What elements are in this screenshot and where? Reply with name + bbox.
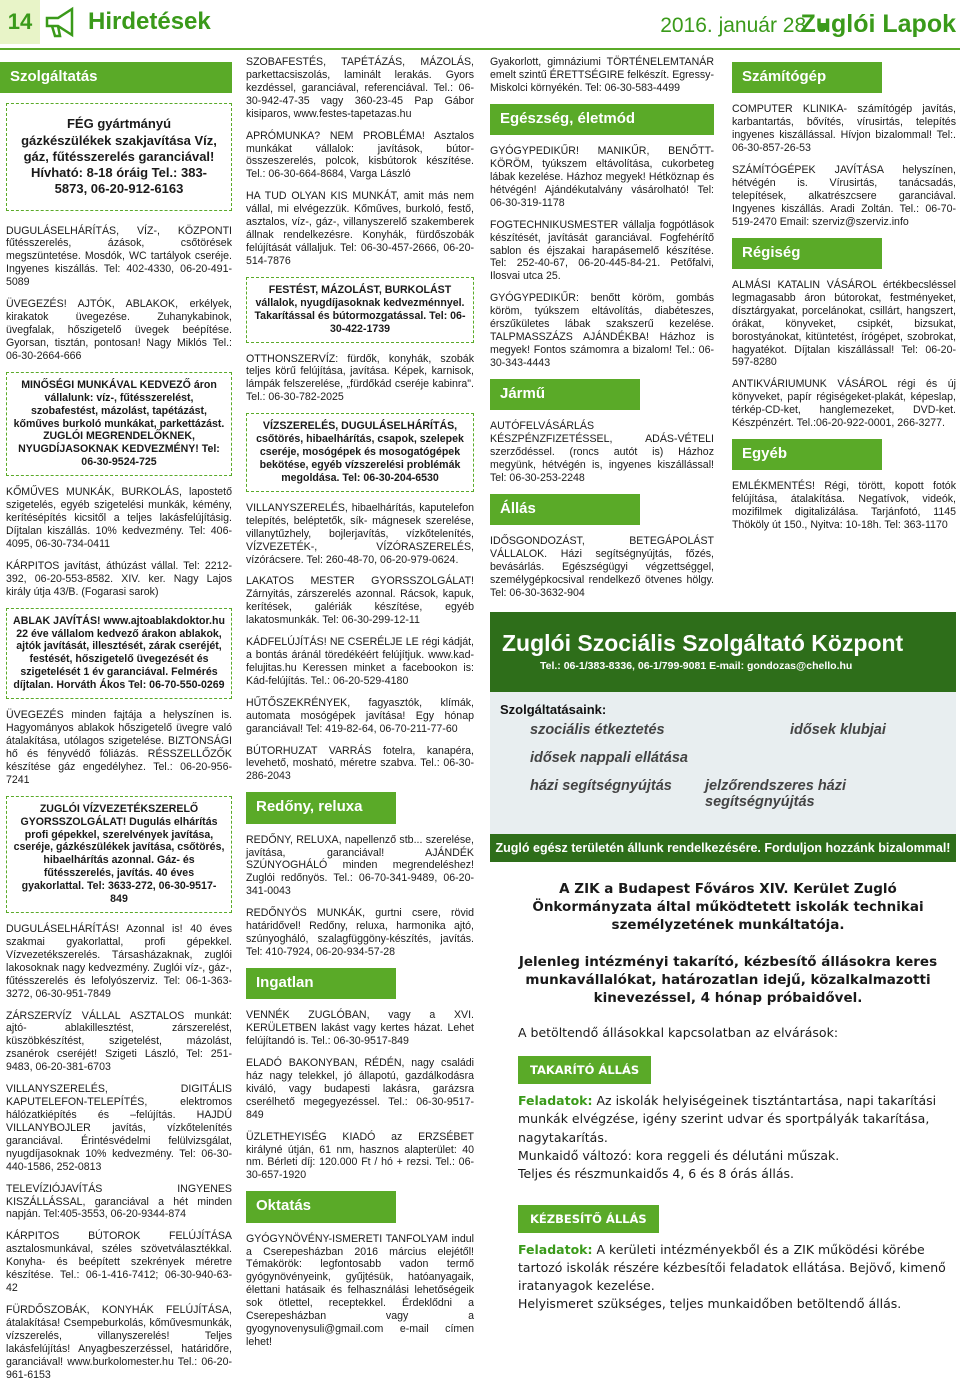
classified-ad: ÜVEGEZÉS minden fajtája a helyszínen is. Hagyományos ablakok hőszigetelő üvegre való átalakítása, utólagos szigetelése. BIZTONSÁGI hő és fényvédő fóliázás. RÉSSZELLŐZŐK készítése gáz engedélyhez. Tel.: 06-20-956-7241 xyxy=(6,709,232,786)
service-item: jelzőrendszeres házi segítségnyújtás xyxy=(705,778,847,810)
classified-ad: COMPUTER KLINIKA- számítógép javítás, karbantartás, bővítés, vírusirtás, telepítés ingyenes kiszállással. Hívjon bizalommal! Tel:. 06-30-857-26-53 xyxy=(732,103,956,155)
category-heading-egeszseg: Egészség, életmód xyxy=(490,104,714,135)
category-heading-regiseg: Régiség xyxy=(732,238,882,269)
classified-ad: GYÓGYPEDIKŰR: benőtt köröm, gombás köröm, tyúkszem eltávolítás, diabéteszes, érszűkületes lábak szakszerű kezelése. TALPMASSZÁZS AJÁNDÉKBA! Házhoz is megyek! Fontos számomra a bizalom! Tel.: 06-30-343-4443 xyxy=(490,292,714,369)
classified-ad: OTTHONSZERVÍZ: fürdők, konyhák, szobák teljes körű felújítása, javítása. Képek, karnisok, lámpák felszerelése, „fürdőkád cseréje kabinra". Tel.: 06-30-782-2025 xyxy=(246,352,474,404)
classified-ad: LAKATOS MESTER GYORSSZOLGÁLAT! Zárnyitás, zárszerelés azonnal. Rácsok, kapuk, kerítések, galériák készítése, egyéb lakatosmunkák. Tel: 06-30-299-12-11 xyxy=(246,575,474,627)
classified-ad: ZÁRSZERVÍZ VÁLLAL ASZTALOS munkát: ajtó- ablakillesztést, zárszerelést, küszöbkészítést, szigetelést, mázolást, zsanérok cseréjét! Szigeti László, Tel: 251-9483, 06-20-381-6703 xyxy=(6,1009,232,1074)
classified-ad: HA TUD OLYAN KIS MUNKÁT, amit más nem vállal, mi elvégezzük. Kőműves, burkoló, festő, asztalos, víz-, gáz-, villanyszerelő szakemberek állnak rendelkezésre. Konyhák, fürdőszobák felújítását vállaljuk. Tel: 06-30-457-2666, 06-20-514-7876 xyxy=(246,190,474,267)
classified-ad: VENNÉK ZUGLÓBAN, vagy a XVI. KERÜLETBEN lakást vagy kertes házat. Lehet felújítandó is. Tel.: 06-30-9517-849 xyxy=(246,1009,474,1048)
ad-title: Zuglói Szociális Szolgáltató Központ xyxy=(502,630,904,656)
column-4 xyxy=(732,56,956,541)
classified-ad: KÁDFELÚJÍTÁS! NE CSERÉLJE LE régi kádját, a bontás áránál töredékéért felújítjuk. www.kad-felujitas.hu Keressen minket a facebookon is: Kád-felújítás. Tel.: 06-20-529-4180 xyxy=(246,636,474,687)
column-1 xyxy=(6,56,232,1391)
zik-subheading: Jelenleg intézményi takarító, kézbesítő állásokra keres munkavállalókat, határozatlan idejű, közalkalmazotti kinevezéssel, 4 hónap próbaidővel. xyxy=(518,953,938,1007)
classified-ad: ÜZLETHEYISÉG KIADÓ az ERZSÉBET királyné útján, 61 nm, hasznos alapterület: 40 nm. Bérleti díj: 120.000 Ft / hó + rezsi. Tel.: 06-30-657-1920 xyxy=(246,1130,474,1182)
category-heading-szamitogep: Számítógép xyxy=(732,62,882,93)
shift-text: Munkaidő változó: kora reggeli és délutáni műszak. xyxy=(518,1147,840,1163)
classified-ad: HŰTŐSZEKRÉNYEK, fagyasztók, klímák, automata mosógépek javítása! Egy hónap garanciával! Tel: 419-82-64, 06-70-211-77-60 xyxy=(246,696,474,735)
classified-ad: ALMÁSI KATALIN VÁSÁROL értékbecsléssel legmagasabb áron bútorokat, festményeket, dísztárgyakat, porcelánokat, csillárt, hangszert, órákat, könyveket, csipkét, bizsukat, borostyánokat, kitüntetést, írógépet, szobrokat, hagyatékot. Díjtalan kiszállással! Tel: 06-20-597-8280 xyxy=(732,278,956,369)
service-item: szociális étkeztetés xyxy=(530,722,665,738)
service-item: idősek nappali ellátása xyxy=(530,750,688,766)
tasks-text: A kerületi intézményekből és a ZIK működési körébe tartozó iskolák részére kézbesítői feladatok ellátása. Bejövő, kimenő iratanyagok kezelése. xyxy=(518,1241,946,1294)
issue-date: 2016. január 28. xyxy=(660,14,812,37)
classified-ad: DUGULÁSELHÁRÍTÁS, VÍZ-, KÖZPONTI fűtésszerelés, ázások, csőtörések megszüntetése. Mosdók, WC tartályok cseréje. Ingyenes kiszállás. Tel: 402-4330, 06-20-491-5089 xyxy=(6,224,232,289)
category-heading-allas: Állás xyxy=(490,494,640,525)
classified-ad: GYÓGYPEDIKŰR! MANIKŰR, BENŐTT-KÖRÖM, tyúkszem eltávolítása, cukorbeteg lábak kezelése. Házhoz megyek! Hétköznap és hétvégén! Ajándékutalvány vásárolható! Tel: 06-30-319-1178 xyxy=(490,145,714,209)
classified-ad: ELADÓ BAKONYBAN, RÉDÉN, nagy családi ház nagy telekkel, jó állapotú, gazdálkodásra kiváló, vagy budapesti lakásra, garázsra cserélhető megegyezéssel. Tel.: 06-30-9517-849 xyxy=(246,1056,474,1121)
zik-heading: A ZIK a Budapest Főváros XIV. Kerület Zugló Önkormányzata által működtetett iskolák technikai személyzetének munkáltatója. xyxy=(532,881,924,934)
classified-ad: BÚTORHUZAT VARRÁS fotelra, kanapéra, levehető, mosható, méretre szabva. Tel.: 06-30-286-2043 xyxy=(246,744,474,783)
classified-ad: KŐMŰVES MUNKÁK, BURKOLÁS, lapostető szigetelés, egyéb szigetelési munkák, kémény, kerítésépítés kicsitől a teljes lakásfelújításig. Díjtalan kiszállás. 10% kedvezmény. Tel: 406-4095, 06-30-734-0411 xyxy=(6,486,232,550)
tasks-text: Az iskolák helyiségeinek tisztántartása, napi takarítási munkák elvégzése, igény szerint udvar és sportpályák takarítása, nagytakarítás. xyxy=(518,1093,937,1145)
classified-ad: IDŐSGONDOZÁST, BETEGÁPOLÁST VÁLLALOK. Házi segítségnyújtás, főzés, bevásárlás. Egészségügyi végzettséggel, személygépkocsival rendelkező ötvenes hölgy. Tel: 06-30-3632-904 xyxy=(490,535,714,599)
category-heading-egyeb: Egyéb xyxy=(732,439,882,470)
ad-banner xyxy=(490,612,956,692)
category-heading-ingatlan: Ingatlan xyxy=(246,968,396,999)
tasks-label: Feladatok: xyxy=(518,1241,593,1257)
category-heading-jarmu: Jármű xyxy=(490,379,640,410)
header-rule xyxy=(0,48,960,50)
megaphone-icon xyxy=(44,6,80,38)
classified-ad: KÁRPITOS BÚTOROK FELÚJÍTÁSA asztalosmunkával, széles szövetválasztékkal. Konyha- és beépített szekrények méretre készítése. Tel.: 06-1-416-7412; 06-30-940-63-42 xyxy=(6,1230,232,1295)
ad-footer: Zugló egész területén állunk rendelkezésére. Forduljon hozzánk bizalommal! xyxy=(490,834,956,862)
classified-ad: VILLANYSZERELÉS, hibaelhárítás, kaputelefon telepítés, beléptetők, sík- mágnesek szerelése, villanytűzhely, bojlerjavítás, vízkőtelenítés, VÍZVEZETÉK-, VÍZÓRASZERELÉS, vízórácsere. Tel: 260-48-70, 06-20-979-0624. xyxy=(246,501,474,566)
ad-box-vizszereles: VÍZSZERELÉS, DUGULÁSELHÁRÍTÁS, csőtörés, hibaelhárítás, csapok, szelepek cseréje, mosógépek és mosogatógépek bekötése, egyéb vízszerelési problémák megoldása. Tel: 06-30-204-6530 xyxy=(246,413,474,492)
tasks-label: Feladatok: xyxy=(518,1093,593,1109)
zik-intro: A betöltendő állásokkal kapcsolatban az elvárások: xyxy=(518,1025,839,1041)
services-label: Szolgáltatásaink: xyxy=(500,702,607,717)
ad-box-festest: FESTÉST, MÁZOLÁST, BURKOLÁST vállalok, nyugdíjasoknak kedvezménnyel. Takarítással és bútormozgatással. Tel: 06-30-422-1739 xyxy=(246,277,474,343)
classified-ad: APRÓMUNKA? NEM PROBLÉMA! Asztalos munkákat vállalok: javítások, bútor- összeszerelés, polcok, kisbútorok készítése. Tel.: 06-30-664-8684, Varga László xyxy=(246,129,474,181)
page-number: 14 xyxy=(0,0,40,44)
ad-box-minosegi: MINŐSÉGI MUNKÁVAL KEDVEZŐ áron vállalunk: víz-, fűtésszerelést, szobafestést, mázolást, tapétázást, kőműves burkoló munkákat, parkettázást. ZUGLÓI MEGRENDELŐKNEK, NYUGDÍJASOKNAK KEDVEZMÉNY! Tel: 06-30-9524-725 xyxy=(6,372,232,476)
classified-ad: VILLANYSZERELÉS, DIGITÁLIS KAPUTELEFON-TELEPÍTÉS, elektromos hálózatkiépítés és –felújítás. HAJDÚ VILLANYBOJLER javítás, vízkőtelenítés garanciával. Érintésvédelmi felülvizsgálat, nyugdíjasoknak 10% kedvezmény. Tel: 06-30-440-1586, 252-0813 xyxy=(6,1083,232,1173)
page-header xyxy=(0,0,960,50)
job-label-kezbesito: KÉZBESÍTŐ ÁLLÁS xyxy=(518,1205,659,1233)
classified-ad: ANTIKVÁRIUMUNK VÁSÁROL régi és új könyveket, papír régiségeket-plakát, képeslap, térkép-CD-ket, hanglemezeket, DVD-ket. Készpénzért. Tel.:06-20-922-0001, 266-3277. xyxy=(732,378,956,430)
ad-contact: Tel.: 06-1/383-8336, 06-1/799-9081 E-mail: gondozas@chello.hu xyxy=(540,660,853,672)
ad-box-vizvezetek: ZUGLÓI VÍZVEZETÉKSZERELŐ GYORSSZOLGÁLAT! Dugulás elhárítás profi gépekkel, szerelvények javítása, cseréje, gázkészülékek javítása, csőtörés, hibaelhárítás azonnal. Gáz- és fűtésszerelés, javítás. 40 éves gyakorlattal. Tel: 3633-272, 06-30-9517-849 xyxy=(6,796,232,913)
ad-zik-allas xyxy=(502,880,954,1330)
paper-name: Zuglói Lapok xyxy=(800,10,956,38)
ad-szocialis-kozpont xyxy=(490,612,956,862)
classified-ad: KÁRPITOS javítást, áthúzást vállal. Tel: 2212-392, 06-20-553-8582. XIV. ker. Nagy Lajos király útja 43/B. (Fogarasi sarok) xyxy=(6,559,232,598)
job-description-takarito xyxy=(518,1092,954,1183)
classified-ad: REDŐNYÖS MUNKÁK, gurtni csere, rövid határidővel! Redőny, reluxa, harmonika ajtó, szúnyogháló, szalagfüggöny-készítés, javítás. Tel: 410-7924, 06-20-934-57-28 xyxy=(246,907,474,958)
column-2 xyxy=(246,56,474,1358)
column-3 xyxy=(490,56,714,609)
classified-ad: Gyakorlott, gimnáziumi TÖRTÉNELEMTANÁR emelt szintű ÉRETTSÉGIRE felkészít. Egressy-Miskolci környékén. Tel: 06-30-583-4499 xyxy=(490,56,714,94)
service-item: házi segítségnyújtás xyxy=(530,778,672,794)
classified-ad: REDŐNY, RELUXA, napellenző stb... szerelése, javítása, garanciával! AJÁNDÉK SZÚNYOGHÁLÓ minden megrendeléshez! Zuglói redőnyös. Tel.: 06-70-341-9489, 06-20-341-0043 xyxy=(246,833,474,898)
classified-ad: EMLÉKMENTÉS! Régi, törött, kopott fotók felújítása, átalakítása. Negatívok, videók, mozifilmek digitalizálása. Tarjánfotó, 1145 Thököly út 150., Nyitva: 10-18h. Tel: 363-1170 xyxy=(732,480,956,532)
service-item: idősek klubjai xyxy=(790,722,886,738)
classified-ad: AUTÓFELVÁSÁRLÁS KÉSZPÉNZFIZETÉSSEL, ADÁS-VÉTELI szerződéssel. (roncs autót is) Házhoz megyünk, hétvégén is, ingyenes kiszállással! Tel: 06-30-253-2248 xyxy=(490,420,714,484)
category-heading-redony: Redőny, reluxa xyxy=(246,792,396,823)
classified-ad: FOGTECHNIKUSMESTER vállalja fogpótlások készítését, javítását garanciával. Fogfehérítő sablon és éjszakai harapásemelő készítése. Tel: 252-40-67, 06-20-445-84-21. Petőfalvi, Ilosvai utca 25. xyxy=(490,218,714,283)
job-description-kezbesito xyxy=(518,1241,954,1314)
job-label-takarito: TAKARÍTÓ ÁLLÁS xyxy=(518,1056,651,1084)
category-heading-szolgaltatas: Szolgáltatás xyxy=(0,62,232,93)
classified-ad: TELEVÍZIÓJAVÍTÁS INGYENES KISZÁLLÁSSAL, garanciával a hét minden napján. Tel:405-3553, 06-20-9344-874 xyxy=(6,1182,232,1221)
classified-ad: GYÓGYNÖVÉNY-ISMERETI TANFOLYAM indul a Cserepesházban 2016 március elejétől! Témakörök: legfontosabb vadon termő gyógynövényeink, gyűjtésük, hatóanyagaik, élettani hatásaik és felhasználási lehetőségeik sok ötlettel, receptekkel. Érdeklődni a Cserepesházban vagy a gyogynovenysuli@gmail.com e-mail címen lehet! xyxy=(246,1232,474,1348)
classified-ad: SZÁMÍTÓGÉPEK JAVÍTÁSA helyszínen, hétvégén is. Vírusirtás, tanácsadás, telepítések, alkatrészcsere garanciával. Ingyenes kiszállás. Aradi Zoltán. Tel.: 06-70-519-2470 Email: szerviz@szerviz.info xyxy=(732,163,956,228)
classified-ad: ÜVEGEZÉS! AJTÓK, ABLAKOK, erkélyek, kirakatok üvegezése. Zuhanykabinok, üvegfalak, hőszigetelő üvegek beépítése. Gyorsan, tisztán, pontosan! Nagy Miklós Tel.: 06-30-2664-666 xyxy=(6,298,232,362)
category-heading-oktatas: Oktatás xyxy=(246,1191,396,1222)
requirement-text: Helyismeret szükséges, teljes munkaidőben betöltendő állás. xyxy=(518,1296,902,1312)
classified-ad: SZOBAFESTÉS, TAPÉTÁZÁS, MÁZOLÁS, parkettacsiszolás, laminált lerakás. Gyors kezdéssel, garanciával, referenciával. Tel.: 06-30-942-47-35 vagy 360-23-45 Pap Gábor kisiparos, www.festes-tapetazas.hu xyxy=(246,56,474,120)
classified-ad: FÜRDŐSZOBÁK, KONYHÁK FELÚJÍTÁSA, átalakítása! Csempeburkolás, kőművesmunkák, vízszerelés, villanyszerelés! Teljes lakásfelújítás! Anyagbeszerzéssel, határidőre, garanciával! www.burkolomester.hu Tel.: 06-20-961-6153 xyxy=(6,1304,232,1381)
section-title: Hirdetések xyxy=(88,8,211,35)
hours-text: Teljes és részmunkaidős 4, 6 és 8 órás állás. xyxy=(518,1165,794,1181)
ad-box-feg: FÉG gyártmányú gázkészülékek szakjavítása Víz, gáz, fűtésszerelés garanciával! Hívható: 8-18 óráig Tel.: 383-5873, 06-20-912-6163 xyxy=(6,103,232,210)
ad-box-ablak: ABLAK JAVÍTÁS! www.ajtoablakdoktor.hu 22 éve vállalom kedvező árakon ablakok, ajtók javítását, illesztését, zárak cseréjét, festését, hőszigetelő üvegezését és szigetelését 1 év garanciával. Felmérés díjtalan. Horváth Ákos Tel: 06-70-550-0269 xyxy=(6,608,232,700)
classified-ad: DUGULÁSELHÁRÍTÁS! Azonnal is! 40 éves szakmai gyakorlattal, profi gépekkel. Vízvezetékszerelés. Társasházaknak, zuglói lakosoknak nagy kedvezmény. Zuglói víz-, gáz-, fűtésszerelés és lefolyószerviz. Tel: 06-1-363-3272, 06-30-951-7849 xyxy=(6,923,232,1000)
